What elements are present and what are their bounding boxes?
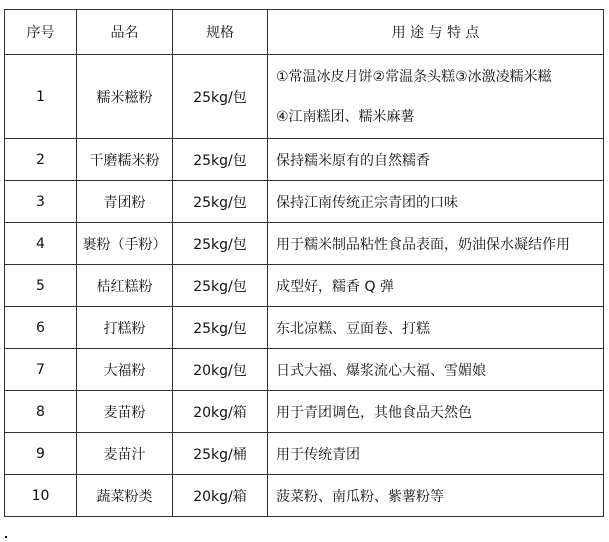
cell-usage-features: 用于糯米制品粘性食品表面，奶油保水凝结作用 bbox=[268, 223, 604, 265]
cell-specification: 20kg/箱 bbox=[173, 475, 268, 517]
cell-product-name: 大福粉 bbox=[77, 349, 173, 391]
cell-usage-features: 东北凉糕、豆面卷、打糕 bbox=[268, 307, 604, 349]
cell-serial-number: 7 bbox=[5, 349, 77, 391]
cell-usage-features: 菠菜粉、南瓜粉、紫薯粉等 bbox=[268, 475, 604, 517]
cell-product-name: 打糕粉 bbox=[77, 307, 173, 349]
cell-specification: 25kg/包 bbox=[173, 223, 268, 265]
cell-usage-features bbox=[268, 55, 604, 139]
cell-serial-number: 6 bbox=[5, 307, 77, 349]
header-usage-features: 用 途 与 特 点 bbox=[268, 10, 604, 55]
cell-usage-features: 保持糯米原有的自然糯香 bbox=[268, 139, 604, 181]
cell-specification: 20kg/包 bbox=[173, 349, 268, 391]
header-serial-number: 序号 bbox=[5, 10, 77, 55]
cell-specification: 25kg/桶 bbox=[173, 433, 268, 475]
cell-usage-features: 日式大福、爆浆流心大福、雪媚娘 bbox=[268, 349, 604, 391]
header-specification: 规格 bbox=[173, 10, 268, 55]
table-row bbox=[5, 139, 604, 181]
cell-usage-features: 用于青团调色，其他食品天然色 bbox=[268, 391, 604, 433]
cell-product-name: 干磨糯米粉 bbox=[77, 139, 173, 181]
cell-product-name: 蔬菜粉类 bbox=[77, 475, 173, 517]
table-row bbox=[5, 223, 604, 265]
cell-serial-number: 10 bbox=[5, 475, 77, 517]
table-row bbox=[5, 265, 604, 307]
cell-specification: 25kg/包 bbox=[173, 265, 268, 307]
cell-serial-number: 9 bbox=[5, 433, 77, 475]
cell-usage-features: 成型好，糯香 Q 弹 bbox=[268, 265, 604, 307]
table-row bbox=[5, 55, 604, 139]
cell-product-name: 青团粉 bbox=[77, 181, 173, 223]
usage-line: ④江南糕团、糯米麻薯 bbox=[276, 108, 415, 125]
cell-usage-features: 用于传统青团 bbox=[268, 433, 604, 475]
cell-serial-number: 8 bbox=[5, 391, 77, 433]
table-header-row bbox=[5, 10, 604, 55]
cell-specification: 25kg/包 bbox=[173, 139, 268, 181]
cell-serial-number: 5 bbox=[5, 265, 77, 307]
table-row bbox=[5, 391, 604, 433]
product-spec-table bbox=[4, 9, 604, 517]
cell-serial-number: 4 bbox=[5, 223, 77, 265]
cell-product-name: 裹粉（手粉） bbox=[77, 223, 173, 265]
usage-line: ①常温冰皮月饼②常温条头糕③冰激凌糯米糍 bbox=[276, 68, 552, 85]
cell-product-name: 糯米糍粉 bbox=[77, 55, 173, 139]
table-row bbox=[5, 307, 604, 349]
cell-product-name: 麦苗粉 bbox=[77, 391, 173, 433]
cell-specification: 25kg/包 bbox=[173, 55, 268, 139]
cell-serial-number: 3 bbox=[5, 181, 77, 223]
table-row bbox=[5, 475, 604, 517]
cell-product-name: 桔红糕粉 bbox=[77, 265, 173, 307]
cell-product-name: 麦苗汁 bbox=[77, 433, 173, 475]
header-product-name: 品名 bbox=[77, 10, 173, 55]
cell-serial-number: 1 bbox=[5, 55, 77, 139]
table-row bbox=[5, 181, 604, 223]
cell-specification: 20kg/箱 bbox=[173, 391, 268, 433]
cell-specification: 25kg/包 bbox=[173, 307, 268, 349]
table-row bbox=[5, 349, 604, 391]
cell-usage-features: 保持江南传统正宗青团的口味 bbox=[268, 181, 604, 223]
cell-serial-number: 2 bbox=[5, 139, 77, 181]
stray-mark bbox=[5, 536, 7, 538]
table-row bbox=[5, 433, 604, 475]
cell-specification: 25kg/包 bbox=[173, 181, 268, 223]
